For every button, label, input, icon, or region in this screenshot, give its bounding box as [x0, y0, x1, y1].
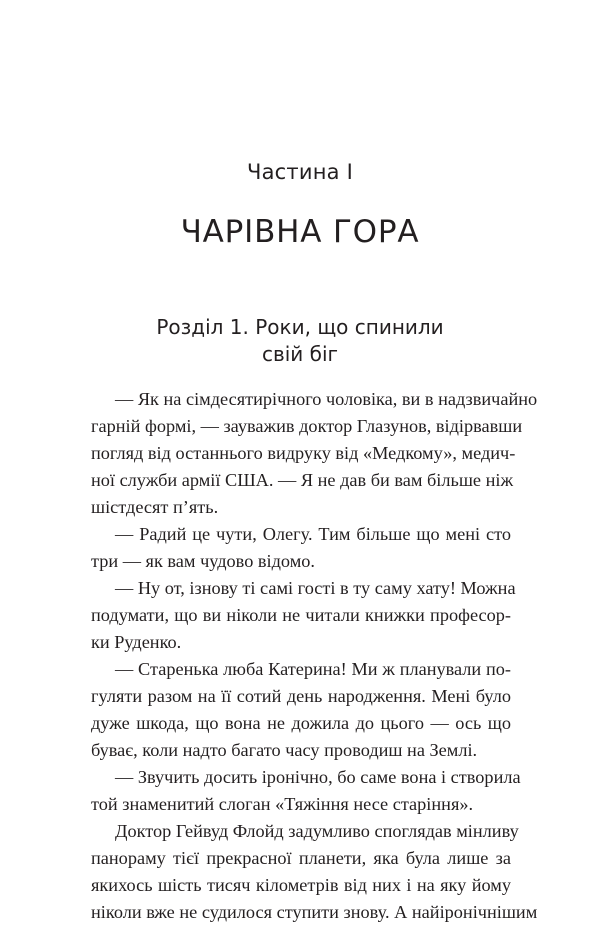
paragraph [91, 575, 516, 656]
text-line: буває, коли надто багато часу проводиш на Землі. [91, 740, 478, 760]
paragraph [91, 818, 538, 926]
text-line: — Ну от, ізнову ті самі гості в ту саму хату! Можна [115, 578, 516, 598]
text-line: — Старенька люба Катерина! Ми ж планували по- [115, 659, 511, 679]
part-label: Частина I [247, 160, 353, 184]
text-line: шістдесят п’ять. [91, 497, 219, 517]
text-line: — Звучить досить іронічно, бо саме вона і створила [115, 767, 521, 787]
text-line: подумати, що ви ніколи не читали книжки професор- [91, 605, 511, 625]
text-line: три — як вам чудово відомо. [91, 551, 315, 571]
text-line: ної служби армії США. — Я не дав би вам більше ніж [91, 470, 514, 490]
text-line: — Як на сімдесятирічного чоловіка, ви в надзвичайно [115, 389, 538, 409]
text-line: якихось шість тисяч кілометрів від них і на яку йому [91, 875, 511, 895]
text-line: дуже шкода, що вона не дожила до цього — ось що [91, 713, 511, 733]
book-title: ЧАРІВНА ГОРА [180, 214, 420, 250]
text-line: — Радий це чути, Олегу. Тим більше що мені сто [115, 524, 511, 544]
chapter-title [120, 314, 480, 368]
paragraph [91, 764, 521, 818]
paragraph [91, 521, 511, 575]
paragraph [91, 386, 538, 521]
text-line: ки Руденко. [91, 632, 182, 652]
chapter-title-line: Розділ 1. Роки, що спинили [156, 315, 444, 339]
text-line: той знаменитий слоган «Тяжіння несе старіння». [91, 794, 474, 814]
text-line: погляд від останнього видруку від «Медкому», медич- [91, 443, 516, 463]
text-line: панораму тієї прекрасної планети, яка була лише за [91, 848, 511, 868]
text-line: Доктор Гейвуд Флойд задумливо споглядав мінливу [115, 821, 519, 841]
body-text [91, 386, 538, 926]
text-line: ніколи вже не судилося ступити знову. А найіронічнішим [91, 902, 538, 922]
paragraph [91, 656, 511, 764]
text-line: гарній формі, — зауважив доктор Глазунов, відірвавши [91, 416, 523, 436]
text-line: гуляти разом на її сотий день народження. Мені було [91, 686, 511, 706]
chapter-title-line: свій біг [261, 342, 339, 366]
